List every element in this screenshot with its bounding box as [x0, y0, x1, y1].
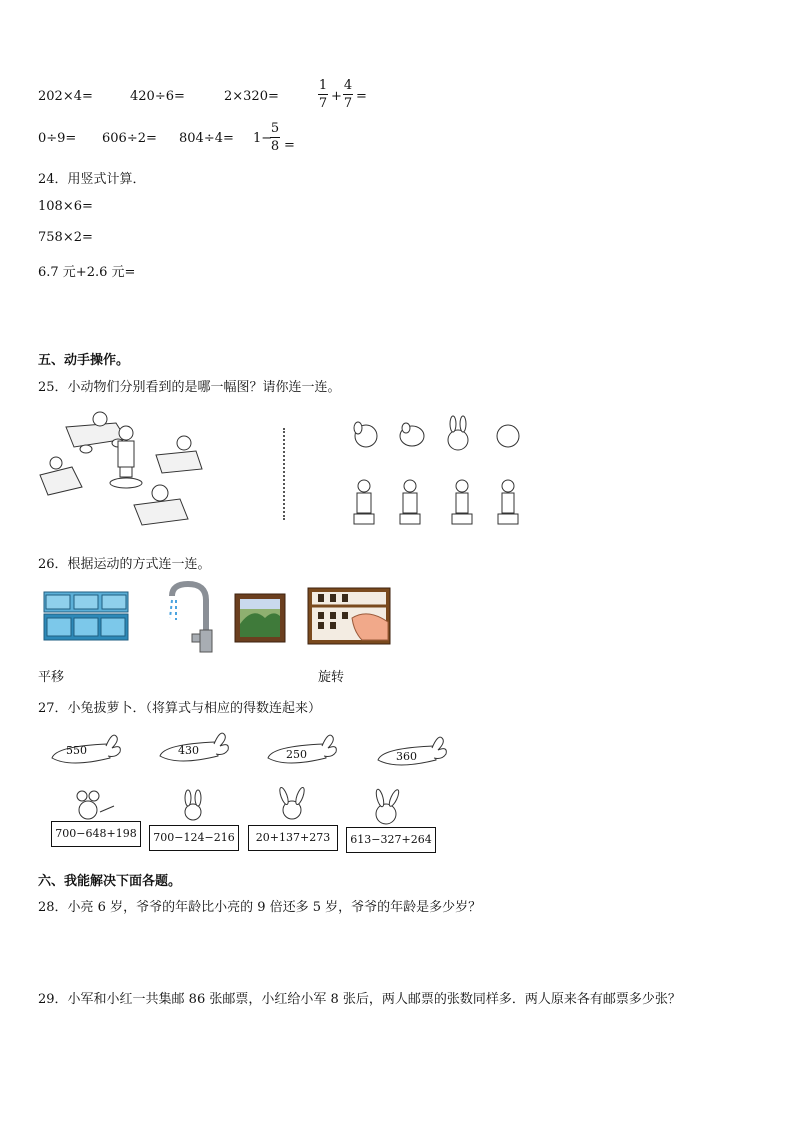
calc-item: 6.7 元+2.6 元= — [38, 265, 136, 280]
chick-head-icon — [497, 425, 519, 447]
expression-box[interactable]: 700−124−216 — [149, 825, 239, 851]
figure-views-row — [352, 478, 532, 530]
calc-item: 420÷6= — [130, 89, 185, 104]
fraction-lead: 1− — [253, 131, 273, 146]
rabbit-icon — [364, 790, 412, 826]
calc-item: 758×2= — [38, 230, 93, 245]
divider-dotted — [283, 428, 285, 520]
calc-item: 2×320= — [224, 89, 279, 104]
label-translation: 平移 — [38, 670, 65, 685]
animals-scene-illustration — [38, 405, 248, 530]
calc-item: 804÷4= — [179, 131, 234, 146]
drawer-cabinet-icon — [44, 592, 128, 642]
fraction: 1 7 — [318, 78, 328, 111]
calc-item: 108×6= — [38, 199, 93, 214]
fraction: 4 7 — [343, 78, 353, 111]
question-29: 29．小军和小红一共集邮 86 张邮票，小红给小军 8 张后，两人邮票的张数同样多．两人原来各有邮票多少张？ — [38, 992, 681, 1007]
figure-back-view — [400, 480, 420, 524]
rabbit-icon — [68, 790, 118, 820]
abacus-icon — [308, 588, 390, 644]
figure-front-view — [354, 480, 374, 524]
carrot-number: 550 — [66, 744, 87, 757]
label-rotation: 旋转 — [318, 670, 345, 685]
figure-right-view — [498, 480, 518, 524]
carrot[interactable] — [50, 728, 122, 770]
question-24-title: 24．用竖式计算． — [38, 172, 146, 187]
fraction: 5 8 — [270, 121, 280, 154]
framed-window-icon — [235, 594, 285, 642]
expression-box[interactable]: 700−648+198 — [51, 821, 141, 847]
carrot-number: 250 — [286, 748, 307, 761]
carrot[interactable] — [158, 726, 230, 768]
figure-left-view — [452, 480, 472, 524]
section-heading: 五、动手操作。 — [38, 353, 130, 368]
question-27-title: 27．小兔拔萝卜．（将算式与相应的得数连起来） — [38, 701, 322, 716]
carrot-number: 360 — [396, 750, 417, 763]
expression-box[interactable]: 20+137+273 — [248, 825, 338, 851]
rabbit-icon — [270, 786, 318, 822]
calc-item: 0÷9= — [38, 131, 77, 146]
fraction-equals: = — [356, 89, 367, 104]
dog-side-head-icon — [400, 423, 424, 446]
expression-box[interactable]: 613−327+264 — [346, 827, 436, 853]
question-25-title: 25．小动物们分别看到的是哪一幅图？请你连一连。 — [38, 380, 341, 395]
section-heading: 六、我能解决下面各题。 — [38, 874, 182, 889]
rabbit-icon — [175, 790, 215, 822]
animal-heads-row — [350, 418, 530, 454]
calc-item: 202×4= — [38, 89, 93, 104]
water-faucet-icon — [162, 582, 214, 654]
carrot[interactable] — [376, 730, 448, 772]
fraction-equals: = — [284, 138, 295, 153]
carrot-number: 430 — [178, 744, 199, 757]
carrot[interactable] — [266, 728, 338, 770]
fraction-operator: + — [331, 89, 342, 104]
question-28: 28．小亮 6 岁，爷爷的年龄比小亮的 9 倍还多 5 岁，爷爷的年龄是多少岁？ — [38, 900, 482, 915]
dog-head-icon — [354, 422, 377, 447]
calc-item: 606÷2= — [102, 131, 157, 146]
rabbit-head-icon — [448, 416, 468, 450]
question-26-title: 26．根据运动的方式连一连。 — [38, 557, 211, 572]
